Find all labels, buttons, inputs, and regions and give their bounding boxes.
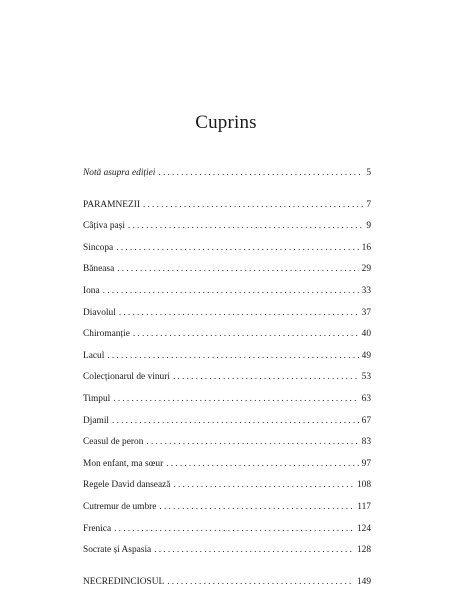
- toc-entry-title: Timpul: [83, 393, 111, 404]
- toc-entry: [83, 577, 371, 598]
- toc-entry: [83, 221, 371, 243]
- dot-leader: [154, 545, 354, 555]
- dot-leader: [103, 286, 359, 296]
- toc-entry-title: Câțiva pași: [83, 221, 125, 232]
- toc-entry-page-number: 49: [361, 350, 371, 361]
- toc-entry-page-number: 128: [356, 545, 371, 556]
- dot-leader: [119, 308, 359, 318]
- dot-leader: [173, 480, 353, 490]
- toc-entry-title: Iona: [83, 285, 100, 296]
- toc-entry: [83, 372, 371, 394]
- toc-entry-page-number: 67: [361, 415, 371, 426]
- toc-entry-page-number: 5: [366, 168, 371, 178]
- toc-entry-page-number: 117: [357, 501, 371, 512]
- toc-entry-title: Djamil: [83, 415, 110, 426]
- dot-leader: [159, 502, 354, 512]
- toc-entry: [83, 480, 371, 502]
- section-spacer: [83, 190, 371, 200]
- toc-entry: [83, 308, 371, 330]
- toc-entry-page-number: 40: [361, 329, 371, 340]
- toc-entry-title: PARAMNEZII: [83, 199, 140, 210]
- dot-leader: [117, 264, 358, 274]
- toc-entry-page-number: 37: [361, 307, 371, 318]
- dot-leader: [133, 329, 359, 339]
- dot-leader: [113, 394, 358, 404]
- toc-entry-page-number: 108: [356, 480, 371, 491]
- toc-entry: [83, 459, 371, 481]
- toc-entry-title: Socrate și Aspasia: [83, 545, 152, 556]
- toc-entry-title: Ceasul de peron: [83, 437, 144, 448]
- toc-entry: [83, 168, 371, 190]
- dot-leader: [114, 524, 354, 534]
- toc-entry-title: Diavolul: [83, 307, 116, 318]
- dot-leader: [116, 243, 358, 253]
- toc-entry-page-number: 7: [366, 199, 371, 210]
- dot-leader: [173, 372, 359, 382]
- page-title: Cuprins: [195, 112, 257, 133]
- toc-entry-title: Frenica: [83, 523, 112, 534]
- toc-entry-page-number: 149: [356, 576, 371, 587]
- toc-entry-title: Mon enfant, ma sœur: [83, 458, 164, 469]
- toc-entry-page-number: 29: [361, 264, 371, 275]
- dot-leader: [143, 200, 363, 210]
- toc-entry: [83, 329, 371, 351]
- dot-leader: [146, 437, 358, 447]
- dot-leader: [128, 221, 363, 231]
- toc-entry-title: Colecționarul de vinuri: [83, 372, 170, 383]
- toc-entry-page-number: 16: [361, 242, 371, 253]
- toc-entry-title: NECREDINCIOSUL: [83, 576, 165, 587]
- dot-leader: [107, 351, 358, 361]
- toc-entry-title: Regele David dansează: [83, 480, 171, 491]
- section-spacer: [83, 567, 371, 577]
- dot-leader: [166, 459, 358, 469]
- toc-entry: [83, 437, 371, 459]
- toc-entry: [83, 394, 371, 416]
- toc-entry: [83, 502, 371, 524]
- toc-entry-page-number: 33: [361, 285, 371, 296]
- toc-entry-page-number: 83: [361, 437, 371, 448]
- toc-entry-page-number: 97: [361, 458, 371, 469]
- dot-leader: [158, 168, 363, 178]
- toc-entry: [83, 524, 371, 546]
- toc-entry-page-number: 124: [356, 523, 371, 534]
- toc-entry: [83, 243, 371, 265]
- table-of-contents: [83, 168, 371, 598]
- toc-entry-page-number: 63: [361, 393, 371, 404]
- toc-entry-title: Chiromanție: [83, 329, 130, 340]
- toc-entry-title: Cutremur de umbre: [83, 501, 157, 512]
- toc-entry: [83, 264, 371, 286]
- toc-entry-title: Sincopa: [83, 242, 114, 253]
- toc-entry-title: Lacul: [83, 350, 105, 361]
- toc-entry-title: Băneasa: [83, 264, 115, 275]
- toc-entry: [83, 200, 371, 222]
- toc-entry-page-number: 53: [361, 372, 371, 383]
- toc-entry: [83, 351, 371, 373]
- toc-entry: [83, 545, 371, 567]
- toc-entry-page-number: 9: [366, 221, 371, 232]
- dot-leader: [167, 577, 354, 587]
- toc-entry: [83, 286, 371, 308]
- dot-leader: [112, 416, 359, 426]
- toc-entry-title: Notă asupra ediției: [83, 168, 156, 178]
- toc-entry: [83, 416, 371, 438]
